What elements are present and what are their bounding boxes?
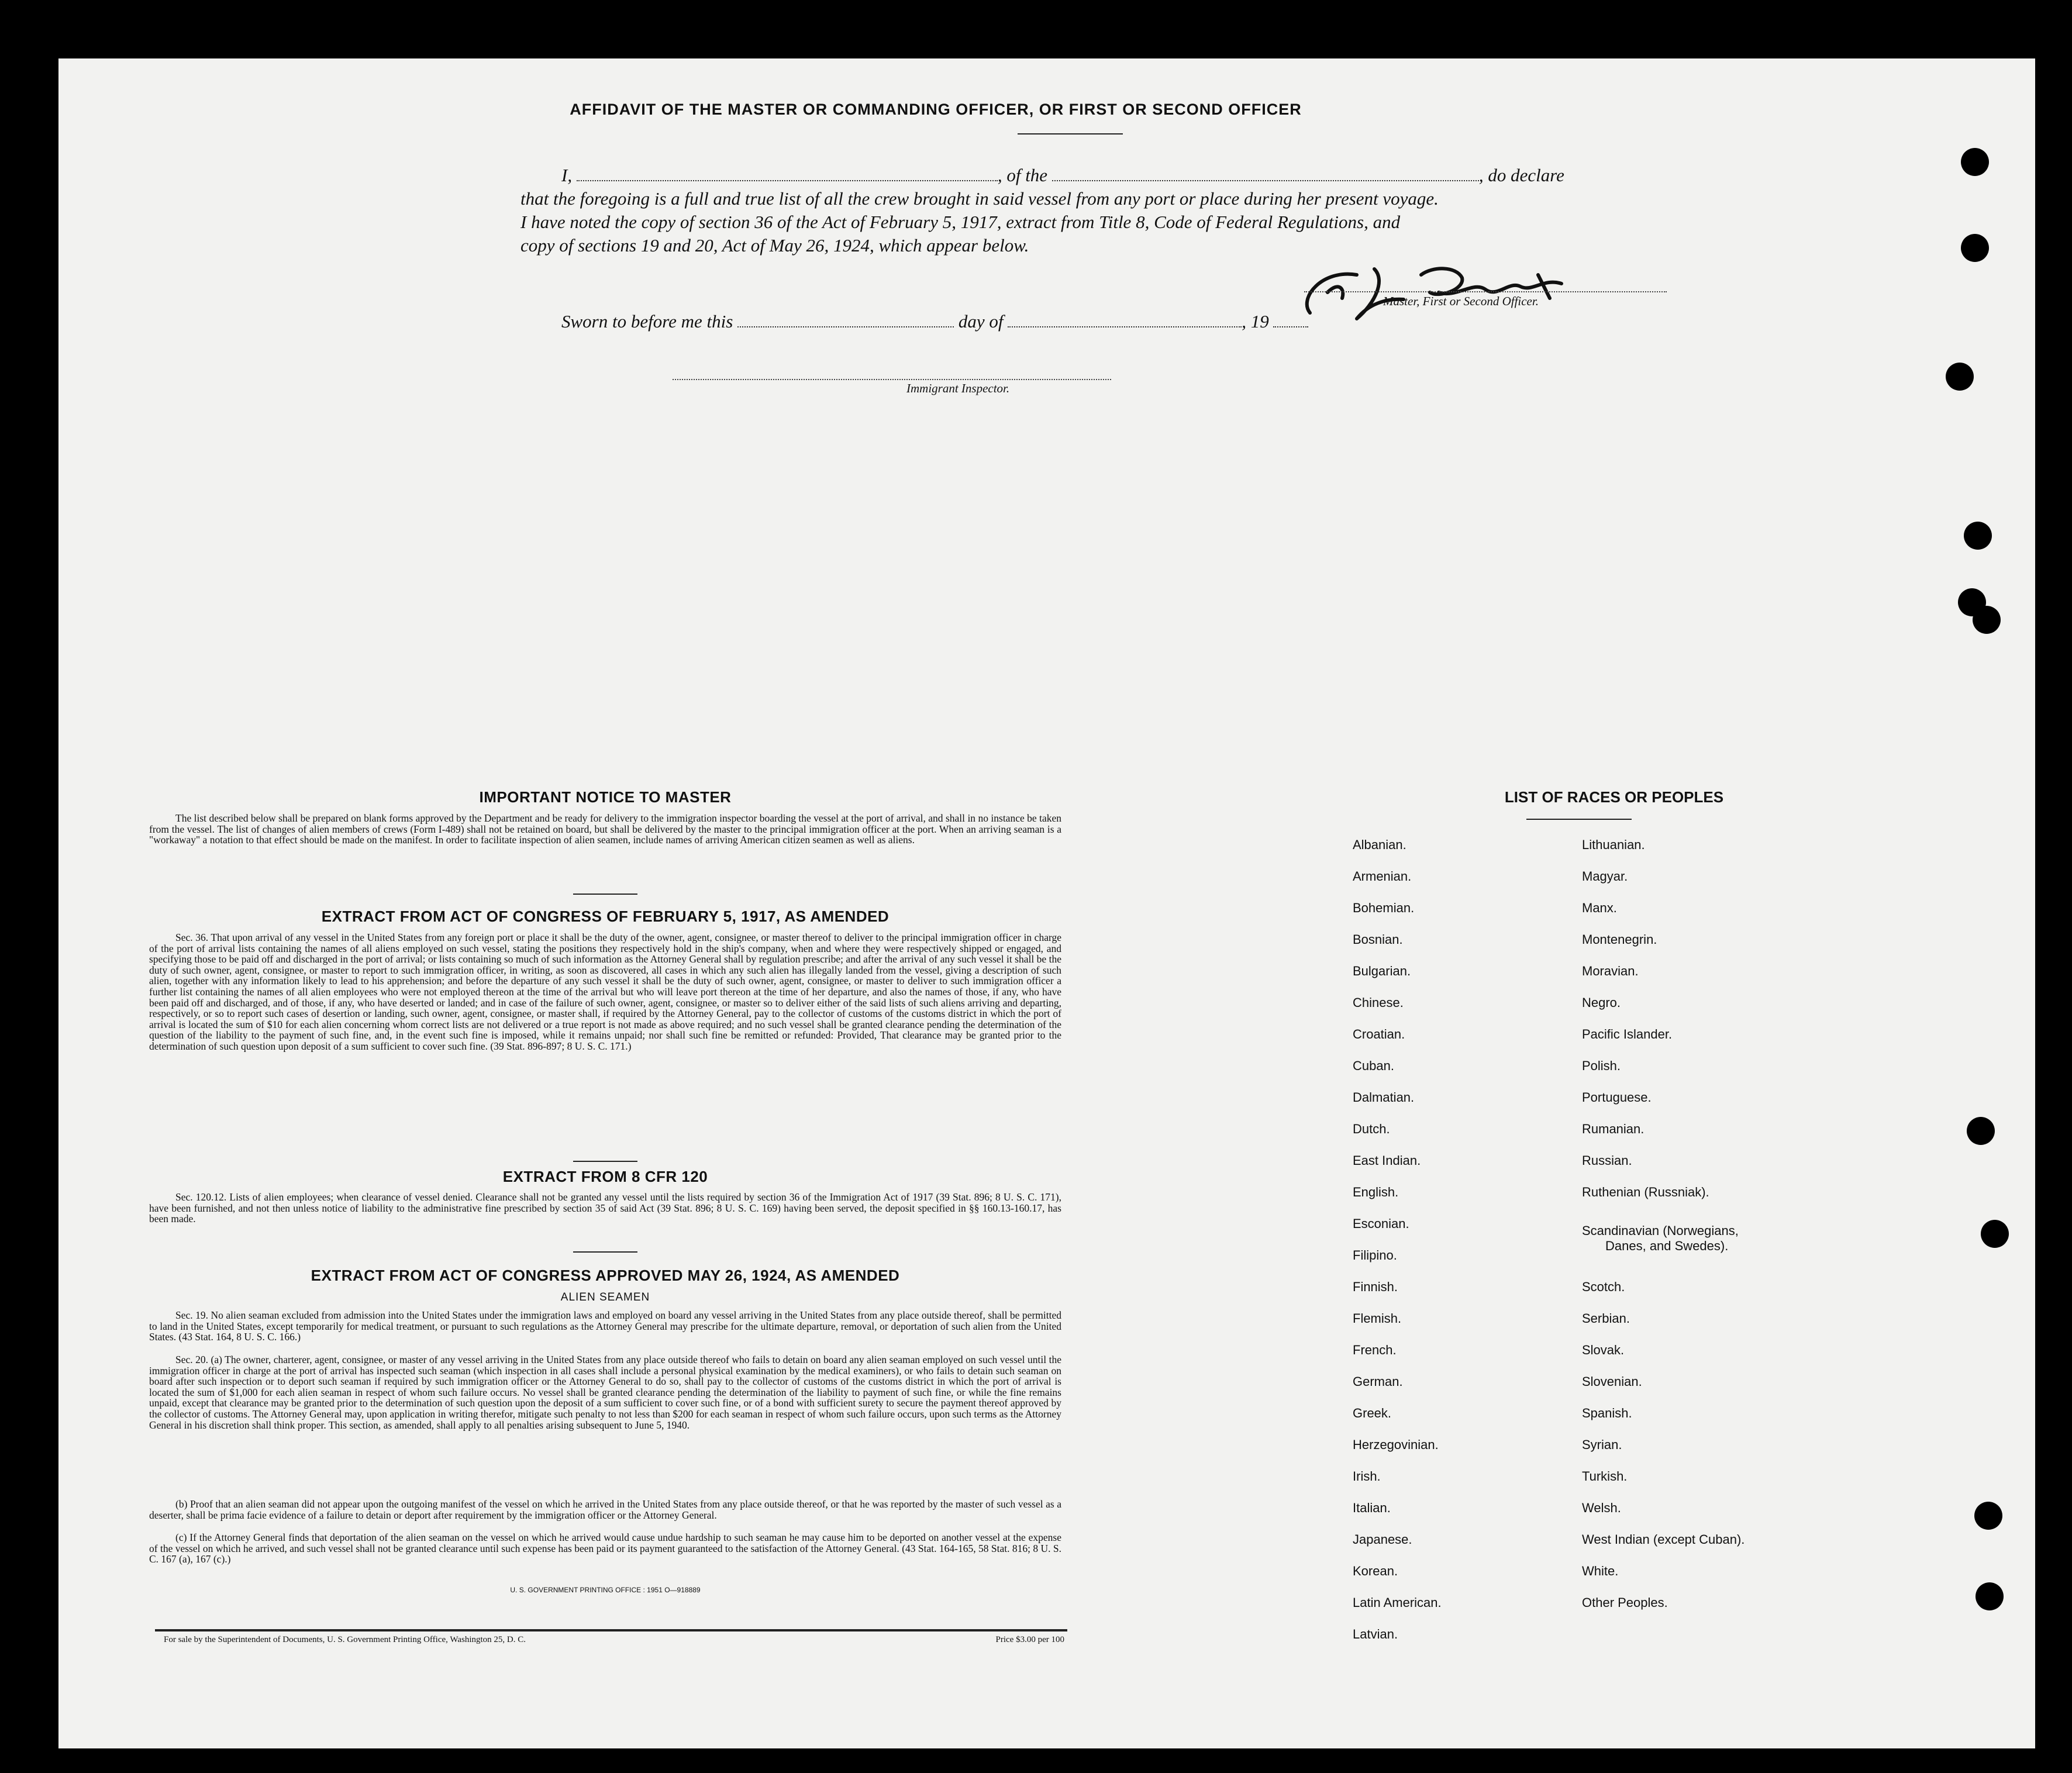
footer-left: For sale by the Superintendent of Documents, U. S. Government Printing Office, Washington 25, D. C. — [164, 1635, 526, 1644]
race-syrian: Syrian. — [1582, 1437, 1622, 1452]
races-divider — [1526, 819, 1632, 820]
notice-body: The list described below shall be prepared on blank forms approved by the Department and be ready for delivery to the immigration inspector boarding the vessel at the port of arrival, and shall in no instance be taken from the vessel. The list of changes of alien members of crews (Form I-489) shall not be retained on board, but shall be delivered by the master to the principal immigration officer at the port. When an arriving seaman is a "workaway" a notation to that effect should be made on the manifest. In order to facilitate inspection of alien seamen, include names of arriving American citizen seamen as well as aliens. — [149, 812, 1061, 846]
race-pacific-islander: Pacific Islander. — [1582, 1027, 1673, 1041]
title-divider — [1018, 133, 1123, 134]
race-french: French. — [1353, 1343, 1397, 1357]
race-latin-american: Latin American. — [1353, 1595, 1442, 1610]
extract-cfr-body: Sec. 120.12. Lists of alien employees; when clearance of vessel denied. Clearance shall not be granted any vessel until the lists required by section 36 of the Immigration Act of 1917 (39 Stat. 896; 8 U. S. C. 171), have been furnished, and not then unless notice of liability to the administrative fine prescribed by section 35 of said Act (39 Stat. 896; 8 U. S. C. 169) having been served, the deposit specified in §§ 160.13-160.17, has been made. — [149, 1191, 1061, 1225]
punch-hole-8 — [1981, 1220, 2009, 1248]
affidavit-line-1 — [561, 164, 1673, 187]
race-dalmatian: Dalmatian. — [1353, 1090, 1415, 1105]
inspector-line — [673, 379, 1111, 380]
race-moravian: Moravian. — [1582, 964, 1639, 978]
race-irish: Irish. — [1353, 1469, 1381, 1484]
sworn-line — [561, 310, 1439, 333]
sworn-day-field[interactable] — [737, 326, 954, 327]
notice-title: IMPORTANT NOTICE TO MASTER — [479, 788, 732, 806]
printing-office: U. S. GOVERNMENT PRINTING OFFICE : 1951 O—918889 — [510, 1586, 701, 1594]
race-russian: Russian. — [1582, 1153, 1632, 1168]
divider-1 — [573, 894, 637, 895]
race-scotch: Scotch. — [1582, 1279, 1625, 1294]
sworn-year-field[interactable] — [1273, 326, 1308, 327]
footer-rule — [155, 1629, 1067, 1631]
race-filipino: Filipino. — [1353, 1248, 1397, 1263]
race-magyar: Magyar. — [1582, 869, 1628, 884]
race-bulgarian: Bulgarian. — [1353, 964, 1411, 978]
race-lithuanian: Lithuanian. — [1582, 837, 1645, 852]
race-montenegrin: Montenegrin. — [1582, 932, 1657, 947]
race-croatian: Croatian. — [1353, 1027, 1405, 1041]
race-portuguese: Portuguese. — [1582, 1090, 1652, 1105]
race-slovenian: Slovenian. — [1582, 1374, 1642, 1389]
extract-1924-subtitle: ALIEN SEAMEN — [560, 1291, 650, 1303]
race-english: English. — [1353, 1185, 1399, 1199]
extract-1924-sec20c: (c) If the Attorney General finds that deportation of the alien seaman on the vessel on which he arrived would cause undue hardship to such seaman he may cause him to be deported on another vessel at the expense of the vessel on which he arrived, and such vessel shall not be granted clearance until such expense has been paid or its payment guaranteed to the satisfaction of the Attorney General. (43 Stat. 164-165, 58 Stat. 816; 8 U. S. C. 167 (a), 167 (c).) — [149, 1531, 1061, 1565]
race-italian: Italian. — [1353, 1501, 1391, 1515]
race-scandinavian: Scandinavian (Norwegians, — [1582, 1223, 1739, 1238]
divider-3 — [573, 1251, 637, 1253]
race-manx: Manx. — [1582, 901, 1617, 915]
race-rumanian: Rumanian. — [1582, 1122, 1645, 1136]
footer-right: Price $3.00 per 100 — [995, 1635, 1064, 1644]
sworn-day-of: day of — [958, 311, 1004, 332]
race-scandinavian-cont: Danes, and Swedes). — [1605, 1239, 1729, 1253]
race-finnish: Finnish. — [1353, 1279, 1398, 1294]
master-name-field[interactable] — [577, 180, 998, 181]
extract-cfr-title: EXTRACT FROM 8 CFR 120 — [502, 1168, 708, 1185]
affidavit-i: I, — [561, 165, 573, 185]
punch-hole-10 — [1976, 1582, 2004, 1610]
affidavit-line-2: that the foregoing is a full and true list of all the crew brought in said vessel from any port or place during her present voyage. — [520, 188, 1439, 209]
signature-line — [1304, 291, 1667, 292]
divider-2 — [573, 1161, 637, 1162]
race-ruthenian: Ruthenian (Russniak). — [1582, 1185, 1709, 1199]
extract-1924-sec20b: (b) Proof that an alien seaman did not appear upon the outgoing manifest of the vessel on which he arrived in the United States from any place outside thereof, or that he was reported by the master of such vessel as a deserter, shall be prima facie evidence of a failure to detain or deport after requirement by the immigration officer or the Attorney General. — [149, 1498, 1061, 1521]
punch-hole-9 — [1974, 1502, 2002, 1530]
affidavit-of-the: , of the — [997, 165, 1048, 185]
race-esconian: Esconian. — [1353, 1216, 1409, 1231]
affidavit-title: AFFIDAVIT OF THE MASTER OR COMMANDING OFFICER, OR FIRST OR SECOND OFFICER — [570, 101, 1302, 118]
inspector-caption: Immigrant Inspector. — [906, 381, 1010, 395]
sworn-month-field[interactable] — [1008, 326, 1242, 327]
race-bosnian: Bosnian. — [1353, 932, 1403, 947]
race-herzegovinian: Herzegovinian. — [1353, 1437, 1439, 1452]
vessel-name-field[interactable] — [1052, 180, 1479, 181]
punch-hole-3 — [1946, 363, 1974, 391]
race-white: White. — [1582, 1564, 1619, 1578]
race-other-peoples: Other Peoples. — [1582, 1595, 1668, 1610]
race-bohemian: Bohemian. — [1353, 901, 1415, 915]
race-polish: Polish. — [1582, 1058, 1621, 1073]
punch-hole-2 — [1961, 234, 1989, 262]
extract-1924-sec19: Sec. 19. No alien seaman excluded from admission into the United States under the immigration laws and employed on board any vessel arriving in the United States from any place outside thereof, shall be permitted to land in the United States, except temporarily for medical treatment, or pursuant to such regulations as the Attorney General may prescribe for the ultimate departure, removal, or deportation of such alien from the United States. (43 Stat. 164, 8 U. S. C. 166.) — [149, 1309, 1061, 1343]
race-welsh: Welsh. — [1582, 1501, 1621, 1515]
race-korean: Korean. — [1353, 1564, 1398, 1578]
race-dutch: Dutch. — [1353, 1122, 1390, 1136]
race-east-indian: East Indian. — [1353, 1153, 1421, 1168]
race-latvian: Latvian. — [1353, 1627, 1398, 1641]
race-west-indian: West Indian (except Cuban). — [1582, 1532, 1745, 1547]
extract-1924-sec20a: Sec. 20. (a) The owner, charterer, agent, consignee, or master of any vessel arriving in the United States from any place outside thereof who fails to detain on board any alien seaman employed on such vessel until the immigration officer in charge at the port of arrival has inspected such seaman (which inspection in all cases shall include a personal physical examination by the medical examiners), or who fails to detain such seaman on board after such inspection or to deport such seaman if required by such immigration officer or the Attorney General to do so, shall pay to the collector of customs of the customs district in which the port of arrival is located the sum of $1,000 for each alien seaman in respect of whom such failure occurs. No vessel shall be granted clearance pending the determination of the liability to payment of such fine, or while the fine remains unpaid, except that clearance may be granted prior to the determination of such question upon the deposit of a sum sufficient to cover such fine, or of a bond with sufficient surety to secure the payment thereof approved by the collector of customs. The Attorney General may, upon application in writing therefor, mitigate such penalty to not less than $200 for each seaman in respect of whom such failure occurs, upon such terms as the Attorney General in his discretion shall think proper. This section, as amended, shall apply to all penalties arising subsequent to June 5, 1940. — [149, 1354, 1061, 1431]
signature-caption: Master, First or Second Officer. — [1383, 294, 1539, 308]
form-page — [58, 58, 2035, 1748]
extract-1917-body: Sec. 36. That upon arrival of any vessel in the United States from any foreign port or place it shall be the duty of the owner, agent, consignee, or master thereof to deliver to the principal immigration officer in charge of the port of arrival lists containing the names of all aliens employed on such vessel, stating the positions they respectively hold in the ship's company, when and where they were respectively shipped or engaged, and specifying those to be paid off and discharged in the port of arrival; or lists containing so much of such information as the Attorney General shall by regulation prescribe; and after the arrival of any such vessel it shall be the duty of such owner, agent, consignee, or master to report to such immigration officer, in writing, as soon as discovered, all cases in which any such alien has illegally landed from the vessel, giving a description of such alien, together with any information likely to lead to his apprehension; and before the departure of any such vessel it shall be the duty of such owner, agent, consignee, or master to deliver to such immigration officer a further list containing the names of all alien employees who were not employed thereon at the time of the arrival but who will leave port thereon at the time of her departure, and also the names of those, if any, who have been paid off and discharged, and of those, if any, who have deserted or landed; and in case of the failure of such owner, agent, consignee, or master so to deliver either of the said lists of such aliens arriving and departing, respectively, or so to report such cases of desertion or landing, such owner, agent, consignee, or master shall, if required by the Attorney General, pay to the collector of customs of the customs district in which the port of arrival is located the sum of $10 for each alien concerning whom correct lists are not delivered or a true report is not made as above required; and no such vessel shall be granted clearance pending the determination of the question of the liability to the payment of such fine, and, in the event such fine is imposed, while it remains unpaid; nor shall such fine be remitted or refunded: Provided, That clearance may be granted prior to the determination of such question upon deposit of a sum sufficient to cover such fine. (39 Stat. 896-897; 8 U. S. C. 171.) — [149, 932, 1061, 1052]
affidavit-do-declare: , do declare — [1478, 165, 1564, 185]
race-greek: Greek. — [1353, 1406, 1392, 1420]
race-albanian: Albanian. — [1353, 837, 1406, 852]
race-serbian: Serbian. — [1582, 1311, 1630, 1326]
race-german: German. — [1353, 1374, 1403, 1389]
race-turkish: Turkish. — [1582, 1469, 1628, 1484]
races-title: LIST OF RACES OR PEOPLES — [1504, 788, 1724, 806]
punch-hole-6 — [1973, 606, 2001, 634]
race-slovak: Slovak. — [1582, 1343, 1625, 1357]
race-chinese: Chinese. — [1353, 995, 1404, 1010]
punch-hole-4 — [1964, 522, 1992, 550]
race-spanish: Spanish. — [1582, 1406, 1632, 1420]
race-flemish: Flemish. — [1353, 1311, 1402, 1326]
sworn-year-prefix: , 19 — [1242, 311, 1269, 332]
race-negro: Negro. — [1582, 995, 1621, 1010]
punch-hole-7 — [1967, 1117, 1995, 1145]
punch-hole-1 — [1961, 148, 1989, 176]
race-cuban: Cuban. — [1353, 1058, 1394, 1073]
race-japanese: Japanese. — [1353, 1532, 1412, 1547]
extract-1924-title: EXTRACT FROM ACT OF CONGRESS APPROVED MAY 26, 1924, AS AMENDED — [311, 1267, 900, 1284]
race-armenian: Armenian. — [1353, 869, 1412, 884]
affidavit-line-3: I have noted the copy of section 36 of the Act of February 5, 1917, extract from Title 8, Code of Federal Regulations, and — [520, 212, 1401, 232]
extract-1917-title: EXTRACT FROM ACT OF CONGRESS OF FEBRUARY 5, 1917, AS AMENDED — [321, 908, 890, 925]
sworn-prefix: Sworn to before me this — [561, 311, 733, 332]
affidavit-line-4: copy of sections 19 and 20, Act of May 26, 1924, which appear below. — [520, 235, 1029, 256]
